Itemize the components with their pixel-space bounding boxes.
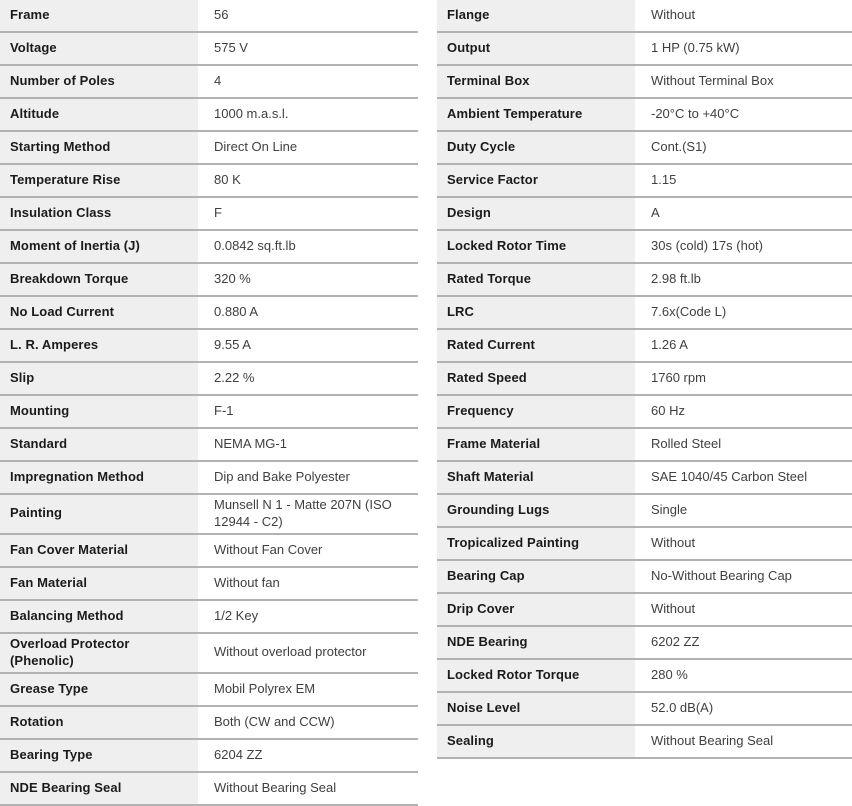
spec-value: 1.26 A [635,329,852,362]
spec-value: 30s (cold) 17s (hot) [635,230,852,263]
spec-row [0,706,418,739]
spec-label: NDE Bearing [437,626,635,659]
spec-label: Bearing Type [0,739,198,772]
spec-row [0,164,418,197]
spec-value: 80 K [198,164,418,197]
spec-value: 1760 rpm [635,362,852,395]
spec-value: F [198,197,418,230]
spec-value: Without Bearing Seal [198,772,418,805]
spec-row [437,197,852,230]
spec-row [0,65,418,98]
spec-value: Without [635,593,852,626]
spec-row [437,461,852,494]
spec-row [0,600,418,633]
spec-row [0,362,418,395]
spec-label: No Load Current [0,296,198,329]
spec-label: Duty Cycle [437,131,635,164]
spec-label: Temperature Rise [0,164,198,197]
spec-row [0,633,418,673]
spec-row [0,131,418,164]
spec-value: 1.15 [635,164,852,197]
spec-row [437,296,852,329]
spec-label: Output [437,32,635,65]
spec-row [437,131,852,164]
spec-value: Without [635,527,852,560]
spec-row [0,197,418,230]
spec-row [0,329,418,362]
spec-label: Locked Rotor Time [437,230,635,263]
spec-row [437,626,852,659]
spec-value: 60 Hz [635,395,852,428]
spec-label: Overload Protector (Phenolic) [0,633,198,673]
spec-value: Dip and Bake Polyester [198,461,418,494]
spec-row [437,560,852,593]
spec-row [437,725,852,758]
spec-value: No-Without Bearing Cap [635,560,852,593]
spec-label: Fan Material [0,567,198,600]
spec-label: Locked Rotor Torque [437,659,635,692]
spec-label: Impregnation Method [0,461,198,494]
spec-row [0,32,418,65]
spec-label: Voltage [0,32,198,65]
spec-label: Ambient Temperature [437,98,635,131]
spec-label: Sealing [437,725,635,758]
spec-label: Flange [437,0,635,32]
spec-value: Single [635,494,852,527]
spec-row [0,230,418,263]
spec-row [437,692,852,725]
spec-value: 0.880 A [198,296,418,329]
spec-label: Rated Speed [437,362,635,395]
spec-row [437,98,852,131]
spec-label: Breakdown Torque [0,263,198,296]
spec-value: Cont.(S1) [635,131,852,164]
spec-value: Without [635,0,852,32]
spec-value: 52.0 dB(A) [635,692,852,725]
spec-label: Painting [0,494,198,534]
spec-label: Moment of Inertia (J) [0,230,198,263]
spec-label: Design [437,197,635,230]
spec-label: Starting Method [0,131,198,164]
spec-row [437,263,852,296]
spec-label: Mounting [0,395,198,428]
spec-label: Terminal Box [437,65,635,98]
spec-label: Altitude [0,98,198,131]
spec-label: Frequency [437,395,635,428]
spec-value: 6204 ZZ [198,739,418,772]
spec-table-right [437,0,852,759]
spec-value: Rolled Steel [635,428,852,461]
spec-value: 280 % [635,659,852,692]
spec-label: Grease Type [0,673,198,706]
spec-label: Grounding Lugs [437,494,635,527]
spec-value: 1 HP (0.75 kW) [635,32,852,65]
spec-row [437,659,852,692]
spec-value: 1000 m.a.s.l. [198,98,418,131]
spec-row [437,593,852,626]
spec-value: 0.0842 sq.ft.lb [198,230,418,263]
spec-value: 6202 ZZ [635,626,852,659]
spec-label: NDE Bearing Seal [0,772,198,805]
spec-label: Rated Torque [437,263,635,296]
spec-value: 4 [198,65,418,98]
spec-label: Insulation Class [0,197,198,230]
spec-value: Without fan [198,567,418,600]
spec-row [437,362,852,395]
spec-row [0,567,418,600]
spec-value: F-1 [198,395,418,428]
spec-row [0,395,418,428]
spec-row [437,0,852,32]
spec-row [437,65,852,98]
spec-row [0,739,418,772]
spec-label: Bearing Cap [437,560,635,593]
spec-label: Balancing Method [0,600,198,633]
spec-row [0,0,418,32]
spec-label: Standard [0,428,198,461]
spec-label: Rated Current [437,329,635,362]
spec-value: -20°C to +40°C [635,98,852,131]
spec-row [437,527,852,560]
spec-label: L. R. Amperes [0,329,198,362]
spec-value: NEMA MG-1 [198,428,418,461]
spec-row [0,296,418,329]
spec-label: Noise Level [437,692,635,725]
spec-row [437,494,852,527]
spec-label: Drip Cover [437,593,635,626]
spec-value: 2.98 ft.lb [635,263,852,296]
spec-row [0,428,418,461]
spec-label: Frame Material [437,428,635,461]
spec-label: LRC [437,296,635,329]
spec-row [0,772,418,805]
spec-label: Shaft Material [437,461,635,494]
spec-row [0,673,418,706]
spec-label: Number of Poles [0,65,198,98]
spec-label: Tropicalized Painting [437,527,635,560]
spec-row [437,428,852,461]
spec-table-left [0,0,418,806]
spec-value: Without Fan Cover [198,534,418,567]
spec-label: Rotation [0,706,198,739]
spec-value: 7.6x(Code L) [635,296,852,329]
spec-row [0,263,418,296]
spec-value: A [635,197,852,230]
spec-value: Without Terminal Box [635,65,852,98]
spec-label: Fan Cover Material [0,534,198,567]
spec-value: Without overload protector [198,633,418,673]
spec-row [0,461,418,494]
spec-row [437,329,852,362]
spec-row [437,32,852,65]
spec-row [437,395,852,428]
spec-label: Slip [0,362,198,395]
spec-value: Munsell N 1 - Matte 207N (ISO 12944 - C2) [198,494,418,534]
spec-value: 320 % [198,263,418,296]
spec-value: SAE 1040/45 Carbon Steel [635,461,852,494]
spec-value: 9.55 A [198,329,418,362]
spec-value: Direct On Line [198,131,418,164]
spec-value: 56 [198,0,418,32]
spec-value: Mobil Polyrex EM [198,673,418,706]
spec-row [437,164,852,197]
spec-label: Service Factor [437,164,635,197]
spec-value: 2.22 % [198,362,418,395]
spec-row [0,494,418,534]
spec-value: 575 V [198,32,418,65]
spec-label: Frame [0,0,198,32]
spec-value: Without Bearing Seal [635,725,852,758]
spec-row [0,534,418,567]
spec-row [437,230,852,263]
spec-value: Both (CW and CCW) [198,706,418,739]
spec-row [0,98,418,131]
spec-value: 1/2 Key [198,600,418,633]
